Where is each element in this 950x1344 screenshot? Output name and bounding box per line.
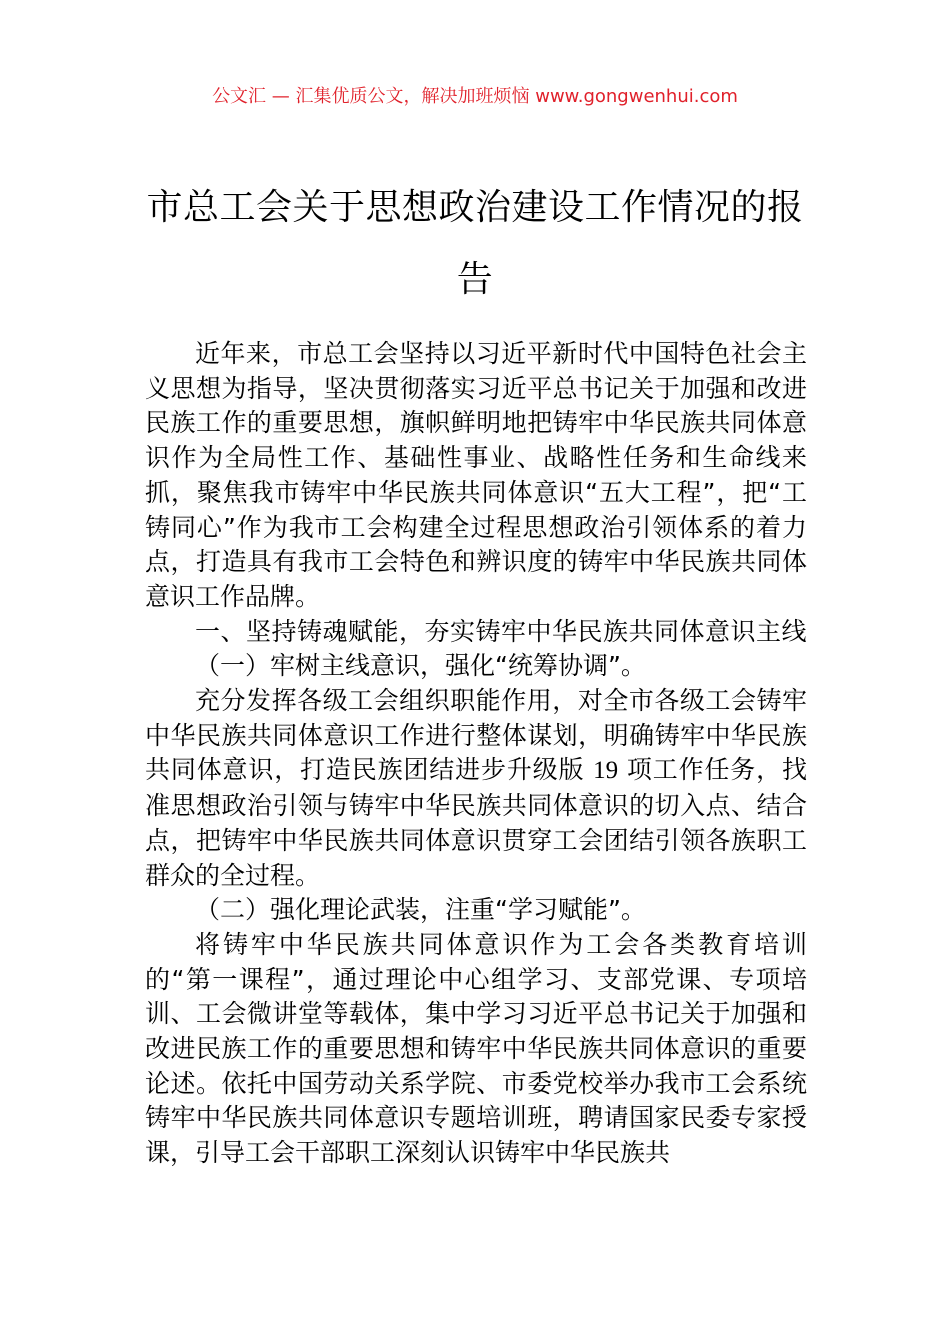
paragraph-text-part: 项工作任务，找准思想政治引领与铸牢中华民族共同体意识的切入点、结合点，把铸牢中华民族共同体意识贯穿工会团结引领各族职工群众的全过程。 bbox=[145, 755, 807, 890]
subsection-heading-2: （二）强化理论武装，注重“学习赋能”。 bbox=[195, 895, 646, 925]
document-body bbox=[145, 337, 807, 1171]
document-title: 市总工会关于思想政治建设工作情况的报告 bbox=[146, 187, 804, 300]
section-heading-1: 一、坚持铸魂赋能，夯实铸牢中华民族共同体意识主线 bbox=[195, 616, 808, 646]
watermark-header: 公文汇 — 汇集优质公文，解决加班烦恼 www.gongwenhui.com bbox=[212, 86, 738, 107]
task-count-number: 19 bbox=[593, 757, 619, 785]
intro-paragraph: 近年来，市总工会坚持以习近平新时代中国特色社会主义思想为指导，坚决贯彻落实习近平总书记关于加强和改进民族工作的重要思想，旗帜鲜明地把铸牢中华民族共同体意识作为全局性工作、基础性事业、战略性任务和生命线来抓，聚焦我市铸牢中华民族共同体意识“五大工程”，把“工铸同心”作为我市工会构建全过程思想政治引领体系的着力点，打造具有我市工会特色和辨识度的铸牢中华民族共同体意识工作品牌。 bbox=[145, 339, 807, 611]
subsection-1-paragraph bbox=[145, 684, 807, 893]
paragraph-text-part: 充分发挥各级工会组织职能作用，对全市各级工会铸牢中华民族共同体意识工作进行整体谋划，明确铸牢中华民族共同体意识，打造民族团结进步升级版 bbox=[145, 686, 807, 785]
subsection-2-paragraph: 将铸牢中华民族共同体意识作为工会各类教育培训的“第一课程”，通过理论中心组学习、支部党课、专项培训、工会微讲堂等载体，集中学习习近平总书记关于加强和改进民族工作的重要思想和铸牢中华民族共同体意识的重要论述。依托中国劳动关系学院、市委党校举办我市工会系统铸牢中华民族共同体意识专题培训班，聘请国家民委专家授课，引导工会干部职工深刻认识铸牢中华民族共 bbox=[145, 929, 807, 1168]
subsection-heading-1: （一）牢树主线意识，强化“统筹协调”。 bbox=[195, 651, 646, 681]
